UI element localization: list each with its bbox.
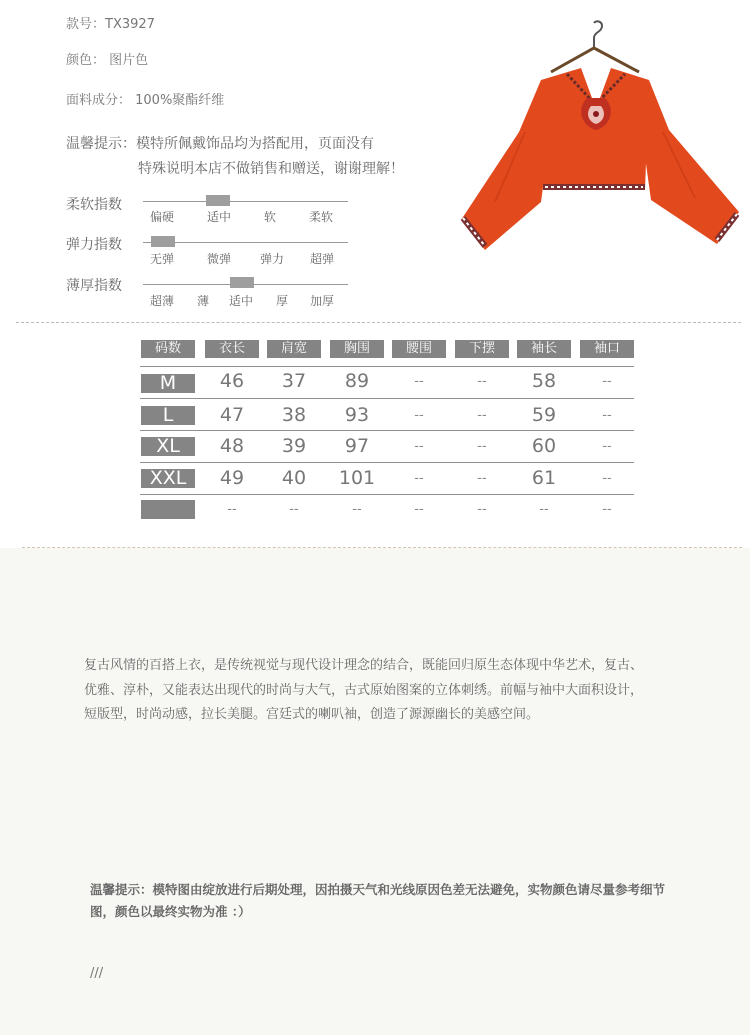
table-cell: 60 xyxy=(531,435,557,457)
table-cell: -- xyxy=(539,502,549,517)
table-cell: -- xyxy=(477,502,487,517)
material-info: 面料成分： 100%聚酯纤维 xyxy=(66,93,225,108)
index-option: 超弹 xyxy=(310,252,335,266)
index-marker xyxy=(230,277,254,288)
index-option: 薄 xyxy=(197,294,210,308)
index-label: 弹力指数 xyxy=(66,237,122,253)
footer-mark: /// xyxy=(90,966,104,981)
table-cell: 39 xyxy=(281,435,307,457)
index-option: 适中 xyxy=(207,210,232,224)
table-cell: -- xyxy=(414,439,424,454)
table-cell: -- xyxy=(414,408,424,423)
table-rule xyxy=(140,398,634,399)
table-cell: -- xyxy=(602,374,612,389)
index-label: 柔软指数 xyxy=(66,197,122,213)
table-cell: 93 xyxy=(344,404,370,426)
index-option: 软 xyxy=(264,210,277,224)
table-cell: 37 xyxy=(281,370,307,392)
table-cell: -- xyxy=(602,439,612,454)
index-option: 微弹 xyxy=(207,252,232,266)
style-number: 款号：TX3927 xyxy=(66,17,155,32)
product-image xyxy=(455,12,745,262)
table-cell: -- xyxy=(477,408,487,423)
product-description: 复古风情的百搭上衣，是传统视觉与现代设计理念的结合，既能回归原生态体现中华艺术，复古、优雅、淳朴，又能表达出现代的时尚与大气，古式原始图案的立体刺绣。前幅与袖中大面积设计，短版型，时尚动感，拉长美腿。宫廷式的喇叭袖，创造了源源幽长的美感空间。 xyxy=(84,658,644,722)
table-header-chest: 胸围 xyxy=(330,340,384,358)
table-cell: 49 xyxy=(219,467,245,489)
table-cell: -- xyxy=(477,439,487,454)
size-cell: XL xyxy=(141,437,195,456)
description-section xyxy=(0,548,750,1035)
table-header-size: 码数 xyxy=(141,340,195,358)
index-marker xyxy=(206,195,230,206)
table-header-waist: 腰围 xyxy=(392,340,446,358)
table-cell: 38 xyxy=(281,404,307,426)
table-rule xyxy=(140,366,634,367)
blouse-illustration xyxy=(455,12,745,262)
section-divider xyxy=(16,322,741,323)
size-cell: M xyxy=(141,374,195,393)
table-header-length: 衣长 xyxy=(205,340,259,358)
index-option: 柔软 xyxy=(309,210,334,224)
table-cell: -- xyxy=(602,502,612,517)
table-cell: -- xyxy=(477,374,487,389)
color-info: 颜色： 图片色 xyxy=(66,53,149,68)
table-cell: 61 xyxy=(531,467,557,489)
index-label: 薄厚指数 xyxy=(66,278,122,294)
index-marker xyxy=(151,236,175,247)
table-cell: -- xyxy=(289,502,299,517)
table-cell: 89 xyxy=(344,370,370,392)
color-notice: 温馨提示：模特图由绽放进行后期处理，因拍摄天气和光线原因色差无法避免，实物颜色请尽量参考细节图，颜色以最终实物为准 ：） xyxy=(90,882,666,919)
table-cell: 101 xyxy=(338,467,376,489)
table-header-shoulder: 肩宽 xyxy=(267,340,321,358)
table-cell: -- xyxy=(352,502,362,517)
table-rule xyxy=(140,494,634,495)
table-header-sleeve: 袖长 xyxy=(517,340,571,358)
index-option: 加厚 xyxy=(310,294,335,308)
size-cell xyxy=(141,500,195,519)
table-cell: -- xyxy=(477,471,487,486)
index-scale-line xyxy=(143,201,348,202)
table-cell: -- xyxy=(227,502,237,517)
notice-line-2: 特殊说明本店不做销售和赠送，谢谢理解！ xyxy=(138,161,404,177)
table-cell: 59 xyxy=(531,404,557,426)
index-option: 厚 xyxy=(276,294,289,308)
table-cell: 48 xyxy=(219,435,245,457)
index-option: 无弹 xyxy=(150,252,175,266)
table-cell: -- xyxy=(602,408,612,423)
table-cell: 97 xyxy=(344,435,370,457)
table-cell: 46 xyxy=(219,370,245,392)
index-option: 适中 xyxy=(229,294,254,308)
table-rule xyxy=(140,462,634,463)
size-cell: L xyxy=(141,406,195,425)
index-option: 弹力 xyxy=(260,252,285,266)
table-header-cuff: 袖口 xyxy=(580,340,634,358)
index-option: 偏硬 xyxy=(150,210,175,224)
notice-line-1: 温馨提示：模特所佩戴饰品均为搭配用，页面没有 xyxy=(66,136,374,152)
size-cell: XXL xyxy=(141,469,195,488)
table-cell: 40 xyxy=(281,467,307,489)
table-cell: -- xyxy=(602,471,612,486)
table-cell: -- xyxy=(414,374,424,389)
table-header-hem: 下摆 xyxy=(455,340,509,358)
table-cell: -- xyxy=(414,502,424,517)
table-cell: 58 xyxy=(531,370,557,392)
table-cell: -- xyxy=(414,471,424,486)
table-cell: 47 xyxy=(219,404,245,426)
index-option: 超薄 xyxy=(150,294,175,308)
table-rule xyxy=(140,430,634,431)
